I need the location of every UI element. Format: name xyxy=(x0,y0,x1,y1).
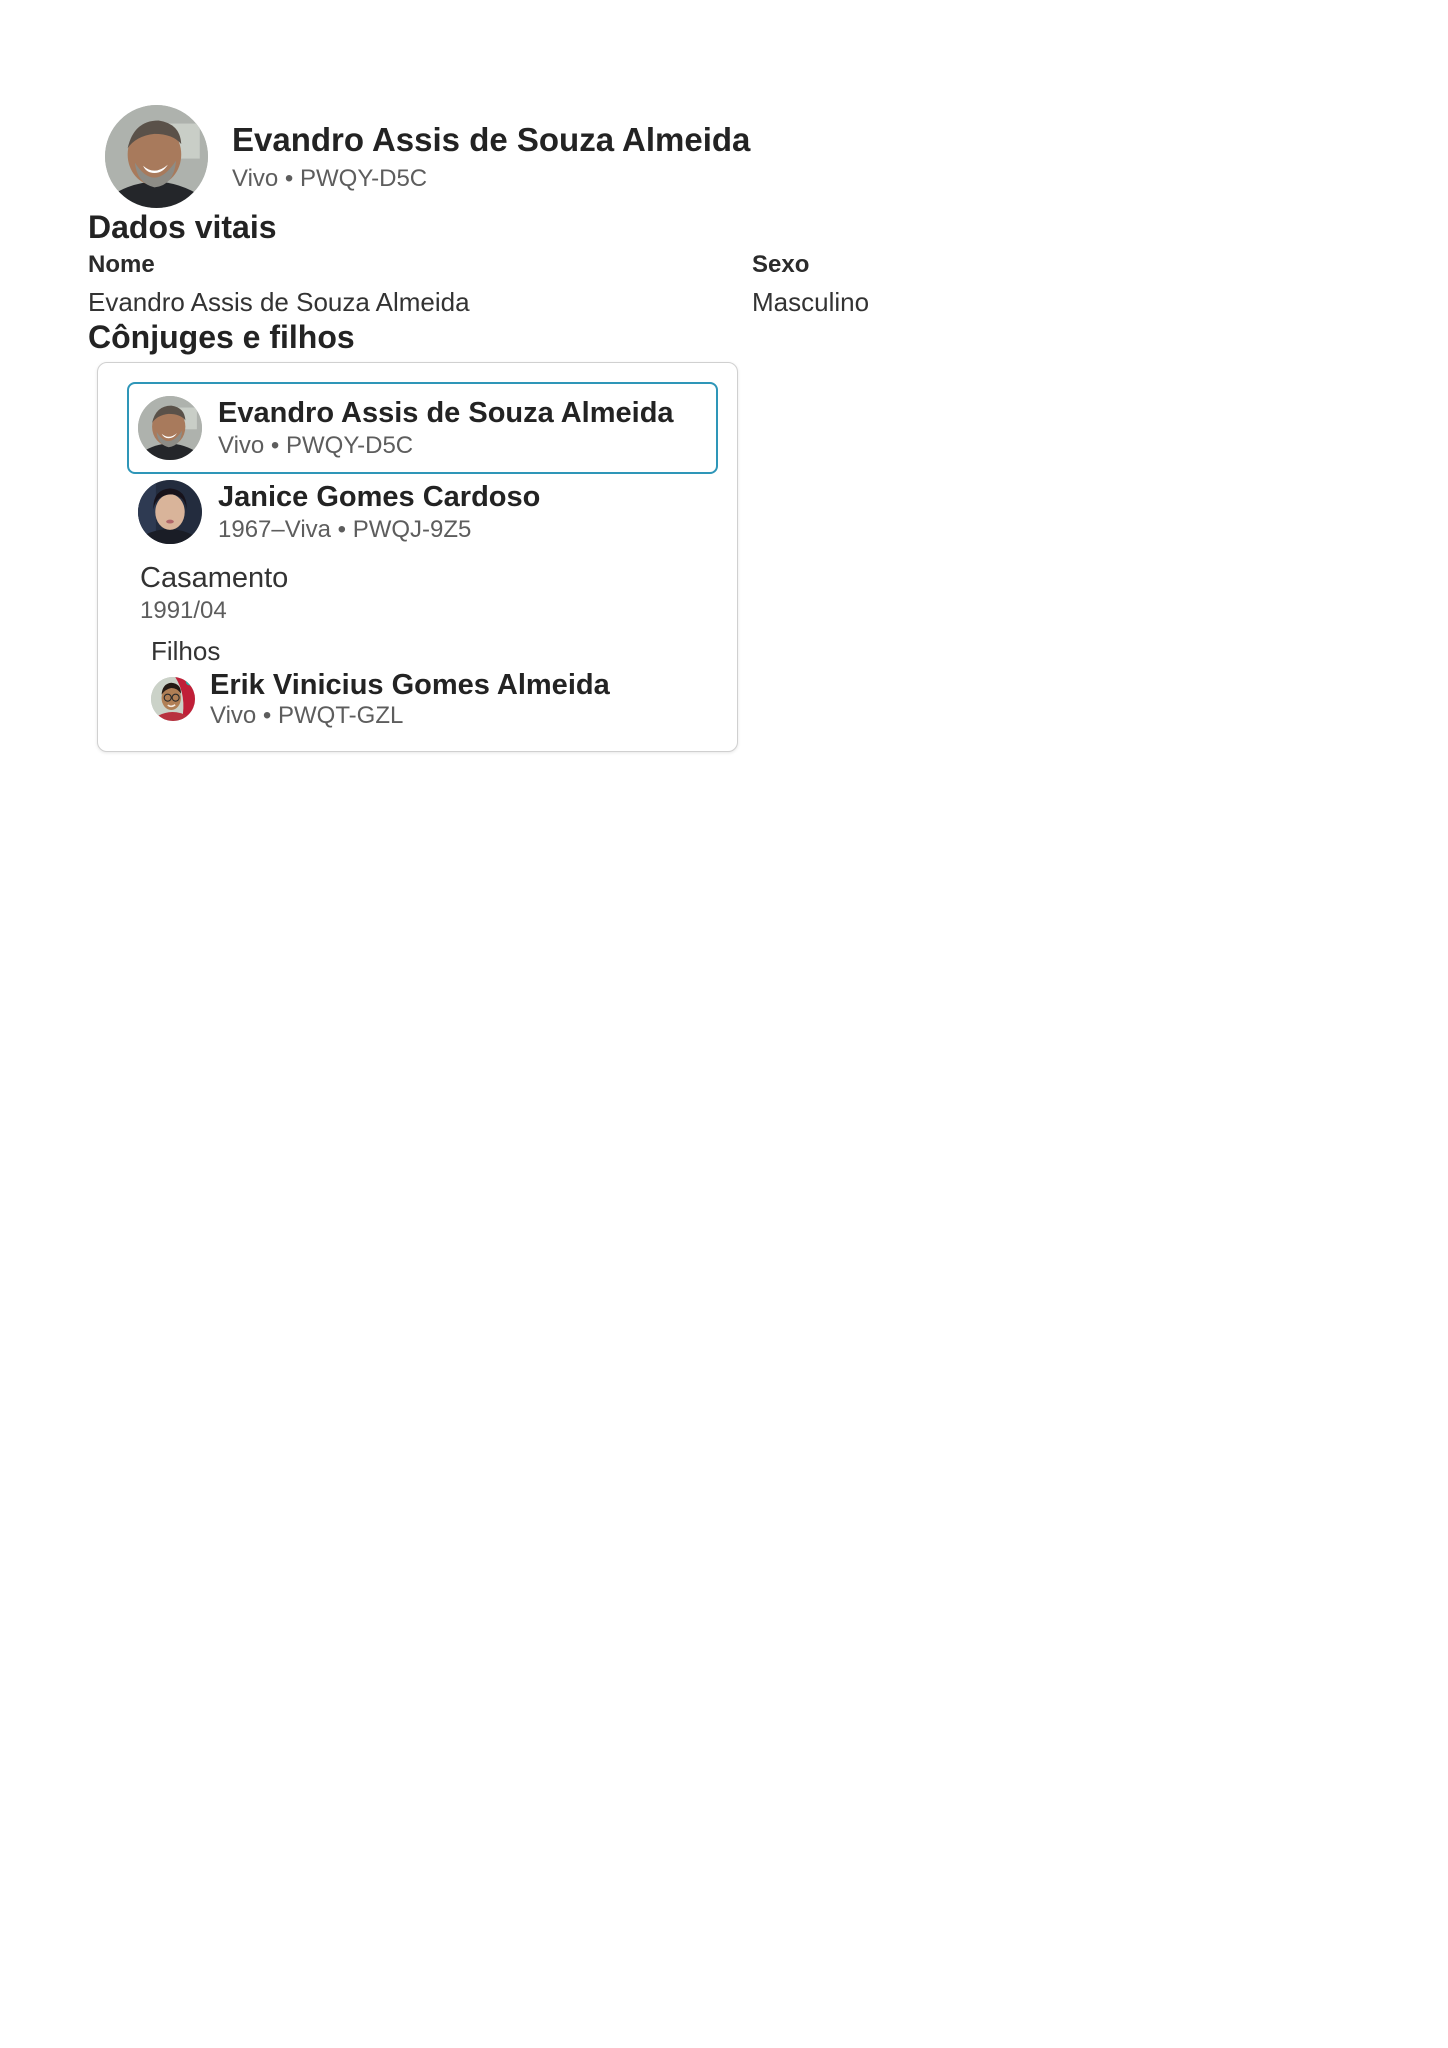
vitals-heading: Dados vitais xyxy=(88,209,277,245)
children-heading: Filhos xyxy=(151,636,221,666)
spouse-text xyxy=(218,396,674,460)
spouse-lifespan-id: 1967–Viva • PWQJ-9Z5 xyxy=(218,516,472,543)
child-name: Erik Vinicius Gomes Almeida xyxy=(210,669,610,701)
evandro-avatar-photo xyxy=(105,105,208,208)
person-header xyxy=(105,0,1448,208)
person-portrait-icon[interactable] xyxy=(105,105,208,208)
page-title: Evandro Assis de Souza Almeida xyxy=(232,120,751,158)
vitals-field-sex xyxy=(752,250,1416,318)
erik-avatar-icon xyxy=(151,677,195,721)
marriage-event xyxy=(140,561,718,625)
field-label-sexo: Sexo xyxy=(752,251,810,278)
marriage-event-date: 1991/04 xyxy=(140,597,227,624)
field-value-sexo: Masculino xyxy=(752,287,870,317)
spouse-text xyxy=(218,480,540,544)
spouse-row-evandro[interactable] xyxy=(127,382,718,474)
child-text xyxy=(210,669,610,729)
spouse-row-janice[interactable] xyxy=(138,480,718,544)
family-section xyxy=(88,318,1448,752)
evandro-avatar-icon xyxy=(138,396,202,460)
janice-avatar-photo xyxy=(138,480,202,544)
family-card xyxy=(97,362,738,752)
marriage-event-label: Casamento xyxy=(140,562,289,594)
janice-avatar-icon xyxy=(138,480,202,544)
evandro-avatar-photo xyxy=(138,396,202,460)
vitals-field-name xyxy=(88,250,752,318)
vitals-section xyxy=(88,208,1448,318)
spouse-lifespan-id: Vivo • PWQY-D5C xyxy=(218,432,414,459)
field-label-nome: Nome xyxy=(88,251,155,278)
erik-avatar-photo xyxy=(151,677,195,721)
vitals-grid xyxy=(88,250,1448,318)
spouse-name: Janice Gomes Cardoso xyxy=(218,481,541,513)
spouse-name: Evandro Assis de Souza Almeida xyxy=(218,397,674,429)
field-value-nome: Evandro Assis de Souza Almeida xyxy=(88,287,470,317)
header-text xyxy=(232,120,750,194)
child-lifespan-id: Vivo • PWQT-GZL xyxy=(210,702,404,729)
child-row-erik[interactable] xyxy=(151,669,718,729)
family-heading: Cônjuges e filhos xyxy=(88,319,355,355)
person-lifespan-id: Vivo • PWQY-D5C xyxy=(232,164,428,192)
